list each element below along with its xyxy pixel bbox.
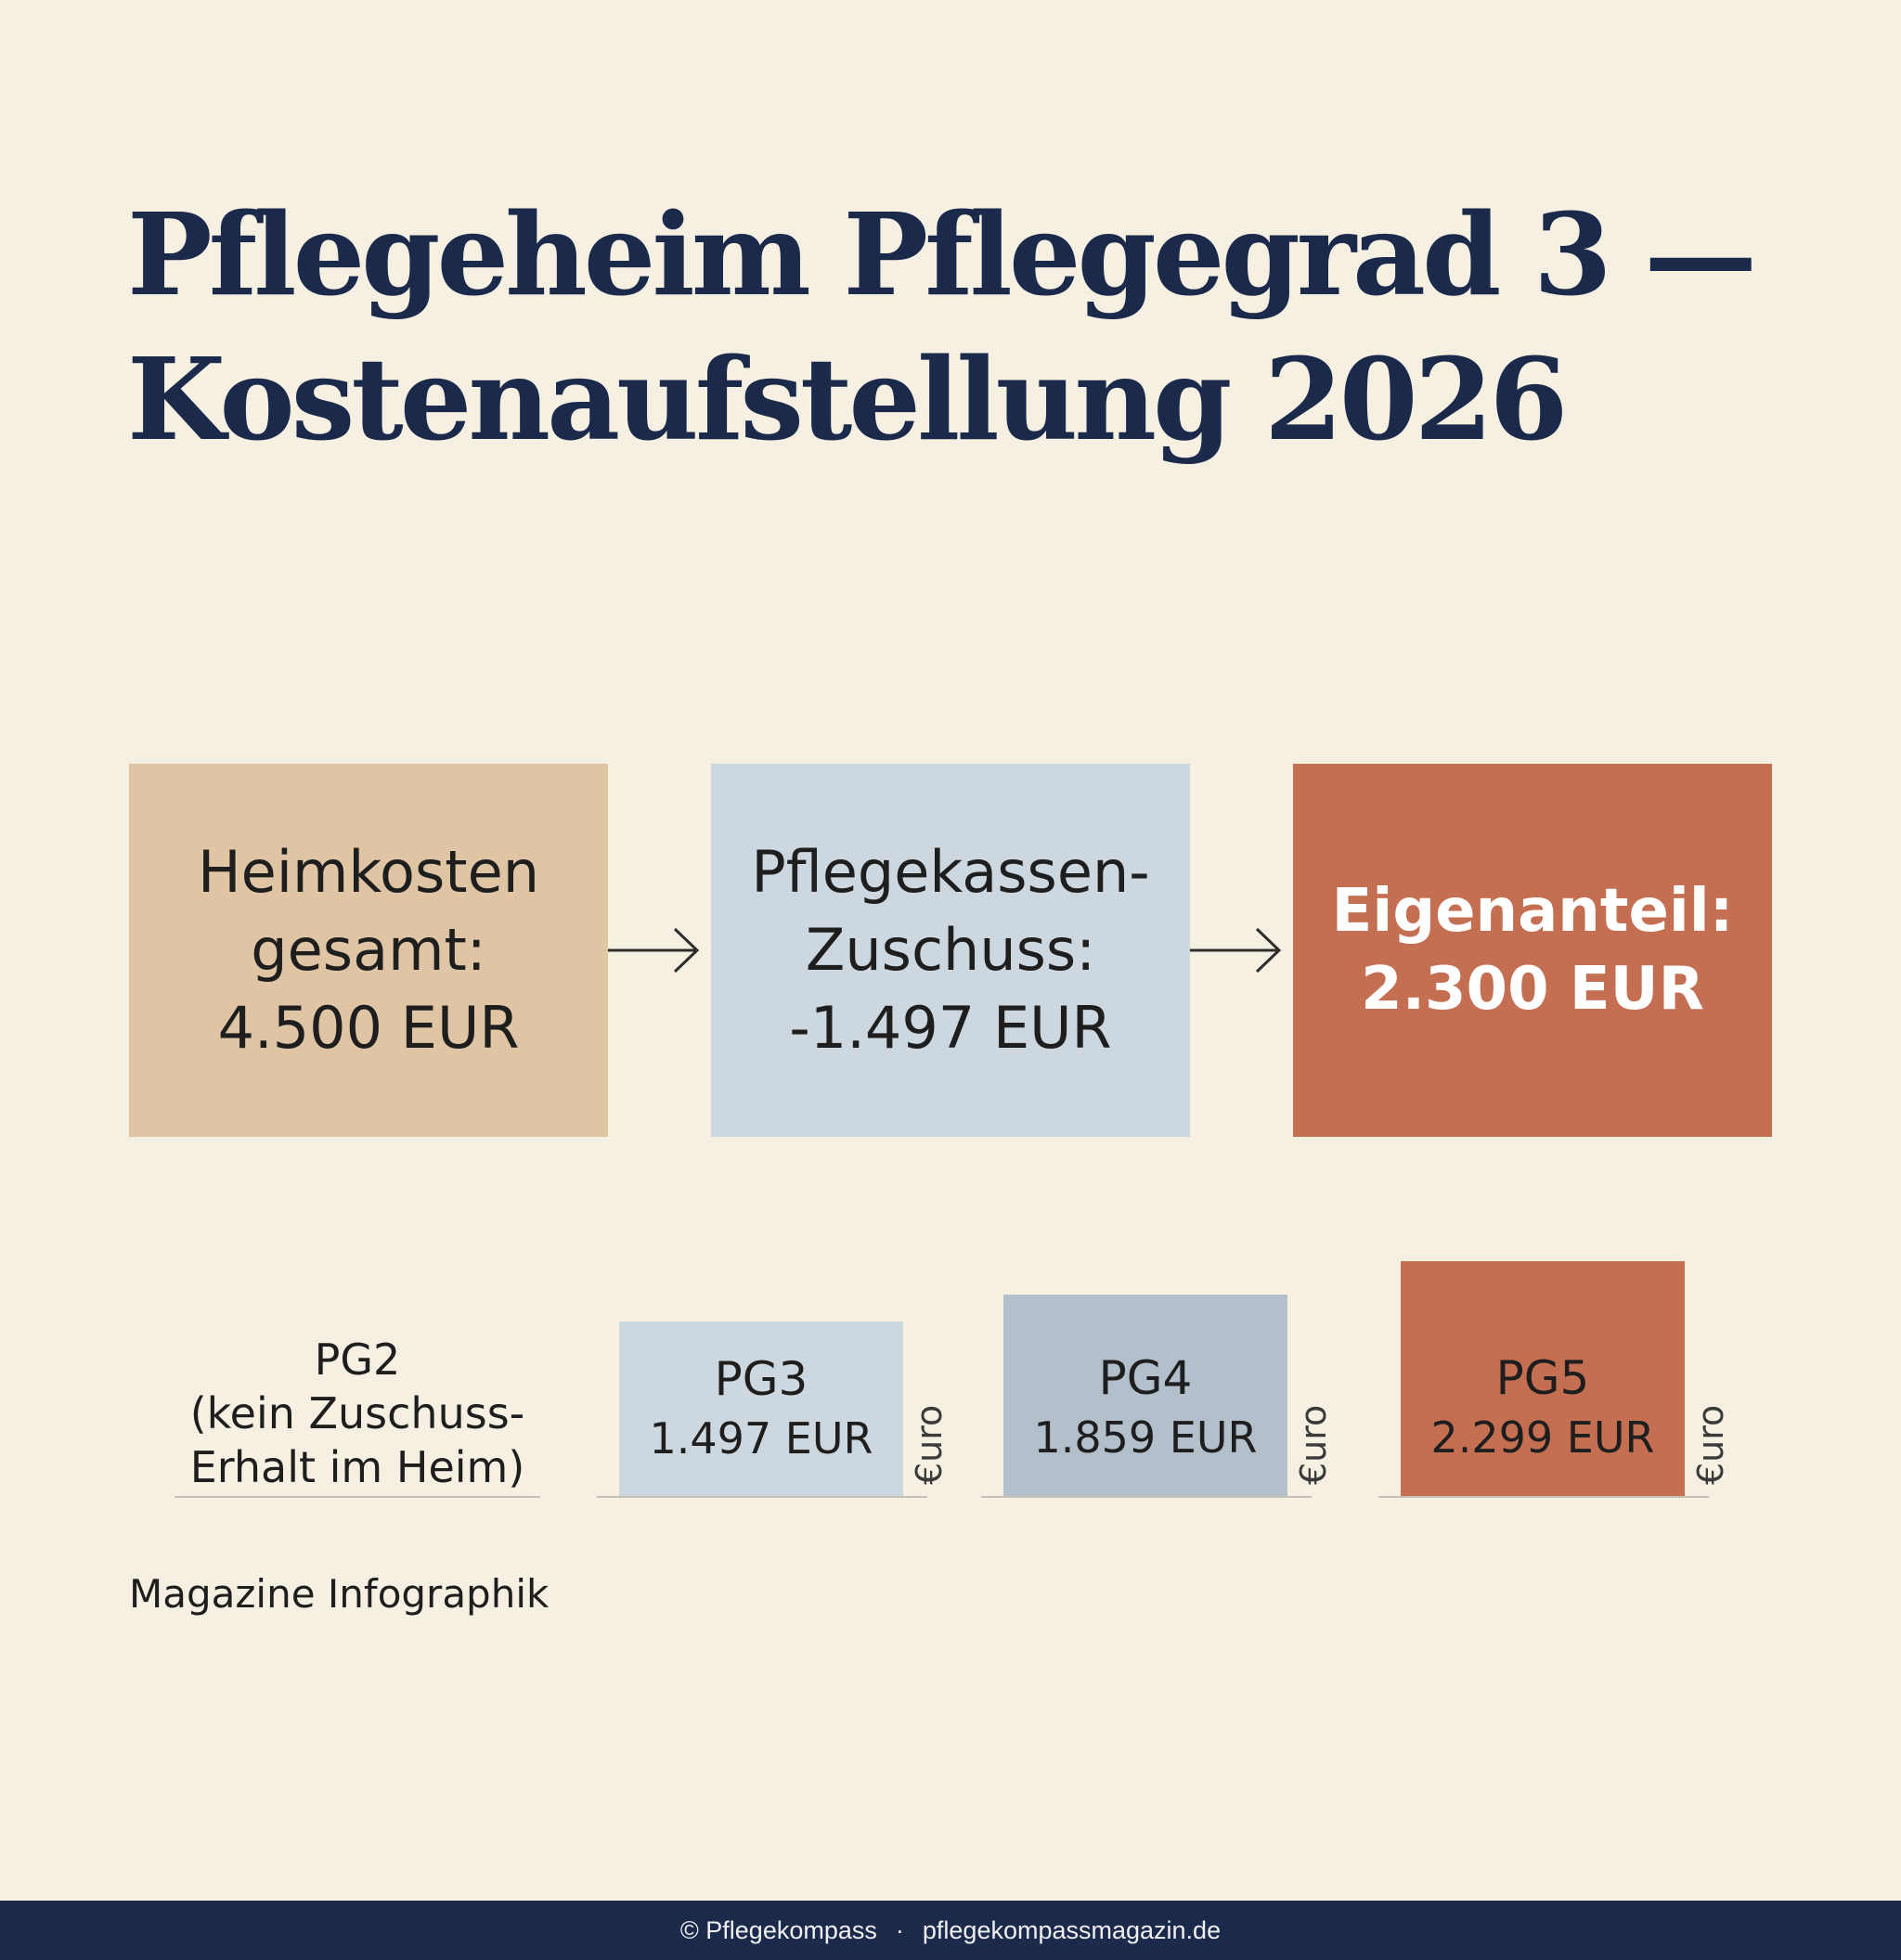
title-line-2: Kostenaufstellung 2026 <box>127 332 1565 466</box>
unit-label-pg5: €uro <box>1690 1404 1731 1485</box>
baseline-pg3 <box>597 1496 927 1498</box>
heimkosten-label: Heimkosten gesamt: 4.500 EUR <box>197 838 540 1062</box>
bar-pg3 <box>619 1322 903 1496</box>
pflegekassen-zuschuss-box <box>711 764 1190 1137</box>
arrow-right-icon <box>608 922 701 978</box>
eigenanteil-label: Eigenanteil: 2.300 EUR <box>1331 877 1734 1024</box>
footnote: Magazine Infographik <box>129 1571 550 1617</box>
bar-label-pg4: PG4 <box>1098 1351 1193 1405</box>
bar-value-pg3: 1.497 EUR <box>649 1413 873 1464</box>
arrow-right-icon <box>1190 922 1283 978</box>
baseline-pg4 <box>981 1496 1312 1498</box>
unit-label-pg3: €uro <box>909 1404 950 1485</box>
page-title <box>127 182 1798 471</box>
footer-copyright: © Pflegekompass <box>679 1915 877 1944</box>
heimkosten-box <box>129 764 608 1137</box>
bar-value-pg4: 1.859 EUR <box>1033 1412 1258 1463</box>
bar-label-pg5: PG5 <box>1495 1351 1590 1405</box>
unit-label-pg4: €uro <box>1293 1404 1334 1485</box>
bar-pg4 <box>1003 1295 1287 1496</box>
pg2-label: PG2 (kein Zuschuss- Erhalt im Heim) <box>189 1335 525 1492</box>
baseline-pg5 <box>1378 1496 1709 1498</box>
bar-pg5 <box>1401 1261 1685 1496</box>
pg2-baseline <box>175 1496 540 1498</box>
bar-label-pg3: PG3 <box>714 1352 808 1406</box>
bar-value-pg5: 2.299 EUR <box>1430 1412 1655 1463</box>
footer-bar <box>0 1901 1901 1960</box>
footer-separator: · <box>895 1915 904 1944</box>
zuschuss-label: Pflegekassen- Zuschuss: -1.497 EUR <box>751 838 1150 1062</box>
eigenanteil-box <box>1293 764 1772 1137</box>
footer-url: pflegekompassmagazin.de <box>922 1915 1222 1944</box>
title-line-1: Pflegeheim Pflegegrad 3 — <box>127 187 1754 321</box>
